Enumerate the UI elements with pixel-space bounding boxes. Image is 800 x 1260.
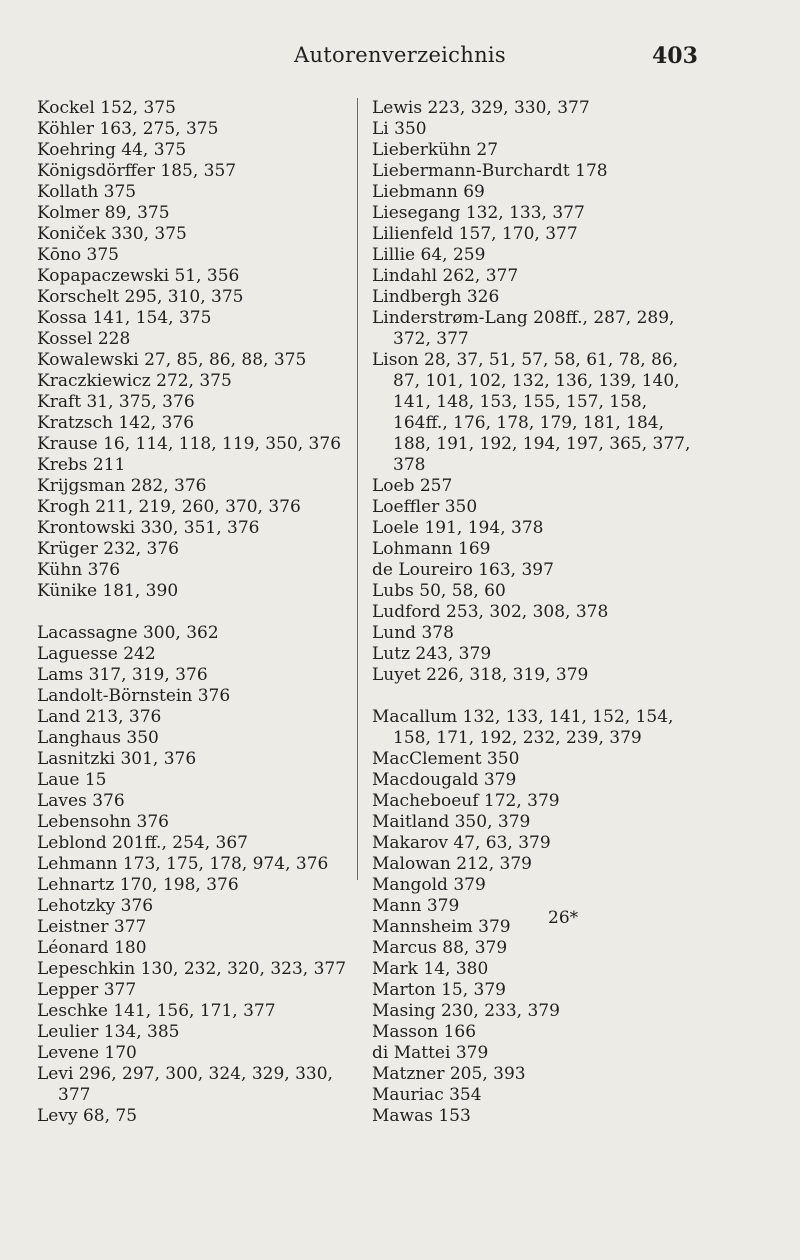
index-entry: [372, 812, 772, 833]
index-entry-text: Kolmer 89, 375: [37, 203, 170, 223]
index-entry: [372, 1022, 772, 1043]
index-entry: [37, 413, 355, 434]
index-entry: [372, 1043, 772, 1064]
index-entry-text: Krijgsman 282, 376: [37, 476, 207, 496]
index-entry: [372, 959, 772, 980]
index-entry: [372, 602, 772, 623]
index-entry: [372, 161, 772, 182]
index-entry: [37, 959, 355, 980]
index-entry-text: Levene 170: [37, 1043, 137, 1063]
index-entry: [37, 518, 355, 539]
index-entry: [372, 476, 772, 497]
index-entry-text: Laue 15: [37, 770, 107, 790]
index-entry-text: Lehotzky 376: [37, 896, 154, 916]
index-entry-continuation: 87, 101, 102, 132, 136, 139, 140,: [393, 371, 680, 391]
index-entry: [37, 224, 355, 245]
index-entry: [372, 938, 772, 959]
index-entry: [37, 854, 355, 875]
index-entry: [37, 1001, 355, 1022]
index-entry-text: di Mattei 379: [372, 1043, 489, 1063]
index-entry-text: Köhler 163, 275, 375: [37, 119, 219, 139]
index-entry: [372, 266, 772, 287]
index-entry-text: Leulier 134, 385: [37, 1022, 180, 1042]
index-column-left: [37, 98, 355, 1127]
index-entry-continuation: 164ff., 176, 178, 179, 181, 184,: [393, 413, 665, 433]
index-entry: [372, 497, 772, 518]
index-entry: [37, 770, 355, 791]
index-entry: [372, 245, 772, 266]
index-entry-text: Mannsheim 379: [372, 917, 511, 937]
index-entry: [37, 728, 355, 749]
index-entry-text: Lund 378: [372, 623, 454, 643]
index-entry: [37, 245, 355, 266]
index-entry-text: Ludford 253, 302, 308, 378: [372, 602, 609, 622]
index-entry-text: Lehmann 173, 175, 178, 974, 376: [37, 854, 329, 874]
index-entry-text: Lacassagne 300, 362: [37, 623, 219, 643]
index-entry-text: Lohmann 169: [372, 539, 491, 559]
index-entry: [37, 140, 355, 161]
index-entry-text: Lehnartz 170, 198, 376: [37, 875, 239, 895]
index-entry: [372, 560, 772, 581]
index-entry-text: Lepeschkin 130, 232, 320, 323, 377: [37, 959, 347, 979]
index-entry-text: Krontowski 330, 351, 376: [37, 518, 260, 538]
index-entry-continuation: 378: [393, 455, 426, 475]
index-entry-text: Kossel 228: [37, 329, 131, 349]
index-entry-text: Levi 296, 297, 300, 324, 329, 330,: [37, 1064, 333, 1084]
index-entry-text: Lewis 223, 329, 330, 377: [372, 98, 590, 118]
index-entry-text: Loeb 257: [372, 476, 453, 496]
index-entry: [372, 350, 772, 476]
index-entry-text: Lilienfeld 157, 170, 377: [372, 224, 578, 244]
index-entry: [37, 392, 355, 413]
index-entry: [37, 1022, 355, 1043]
index-entry: [37, 350, 355, 371]
index-entry-text: Landolt-Börnstein 376: [37, 686, 231, 706]
index-entry-text: Krebs 211: [37, 455, 126, 475]
index-entry: [372, 119, 772, 140]
index-entry: [37, 119, 355, 140]
index-entry: [372, 287, 772, 308]
index-entry-text: Mangold 379: [372, 875, 486, 895]
index-entry: [37, 896, 355, 917]
index-entry-text: Loele 191, 194, 378: [372, 518, 544, 538]
index-entry-text: Kraft 31, 375, 376: [37, 392, 195, 412]
index-entry-text: Macdougald 379: [372, 770, 517, 790]
index-entry-text: Liebmann 69: [372, 182, 485, 202]
index-entry: [37, 623, 355, 644]
index-entry-text: Léonard 180: [37, 938, 147, 958]
index-entry-text: Lison 28, 37, 51, 57, 58, 61, 78, 86,: [372, 350, 679, 370]
index-entry-text: Krüger 232, 376: [37, 539, 179, 559]
index-entry-text: Maitland 350, 379: [372, 812, 531, 832]
index-entry-text: Leblond 201ff., 254, 367: [37, 833, 248, 853]
index-entry-text: Kollath 375: [37, 182, 137, 202]
index-entry-text: Mann 379: [372, 896, 460, 916]
index-entry: [37, 665, 355, 686]
index-entry: [37, 476, 355, 497]
index-entry: [37, 497, 355, 518]
index-entry-text: Korschelt 295, 310, 375: [37, 287, 244, 307]
index-entry-text: Malowan 212, 379: [372, 854, 532, 874]
index-entry: [37, 308, 355, 329]
index-entry: [37, 287, 355, 308]
index-entry-text: Koniček 330, 375: [37, 224, 187, 244]
index-entry-text: Langhaus 350: [37, 728, 159, 748]
index-entry-text: Lams 317, 319, 376: [37, 665, 208, 685]
index-entry: [372, 308, 772, 350]
index-entry: [372, 1106, 772, 1127]
index-entry-text: Lutz 243, 379: [372, 644, 492, 664]
index-entry-text: Lubs 50, 58, 60: [372, 581, 506, 601]
index-entry: [37, 707, 355, 728]
index-entry-text: Kossa 141, 154, 375: [37, 308, 212, 328]
index-entry: [372, 875, 772, 896]
section-gap: [37, 602, 355, 623]
index-entry-text: Kraczkiewicz 272, 375: [37, 371, 232, 391]
index-entry: [372, 644, 772, 665]
index-entry-continuation: 372, 377: [393, 329, 469, 349]
index-entry: [372, 770, 772, 791]
index-entry-text: Matzner 205, 393: [372, 1064, 526, 1084]
index-entry: [372, 623, 772, 644]
section-gap: [372, 686, 772, 707]
index-entry-text: Macallum 132, 133, 141, 152, 154,: [372, 707, 674, 727]
index-entry-text: Lieberkühn 27: [372, 140, 499, 160]
index-entry: [372, 224, 772, 245]
index-entry-text: Leschke 141, 156, 171, 377: [37, 1001, 276, 1021]
index-entry: [372, 1085, 772, 1106]
index-entry: [37, 581, 355, 602]
index-entry-text: Marton 15, 379: [372, 980, 506, 1000]
page-number: 403: [652, 43, 698, 69]
index-entry-text: Lillie 64, 259: [372, 245, 486, 265]
index-entry-text: Masing 230, 233, 379: [372, 1001, 560, 1021]
index-entry: [372, 833, 772, 854]
index-entry: [37, 182, 355, 203]
index-entry-text: Luyet 226, 318, 319, 379: [372, 665, 589, 685]
index-entry: [372, 1001, 772, 1022]
index-entry-text: Lindbergh 326: [372, 287, 500, 307]
index-entry: [37, 749, 355, 770]
index-entry: [37, 539, 355, 560]
index-entry-text: Liesegang 132, 133, 377: [372, 203, 585, 223]
index-entry: [37, 560, 355, 581]
index-entry: [372, 203, 772, 224]
index-entry: [37, 434, 355, 455]
index-entry-text: de Loureiro 163, 397: [372, 560, 554, 580]
index-entry-continuation: 158, 171, 192, 232, 239, 379: [393, 728, 642, 748]
index-entry-text: Lasnitzki 301, 376: [37, 749, 197, 769]
index-entry: [372, 980, 772, 1001]
index-entry-text: Macheboeuf 172, 379: [372, 791, 560, 811]
index-entry: [372, 749, 772, 770]
index-entry: [37, 329, 355, 350]
index-entry-continuation: 141, 148, 153, 155, 157, 158,: [393, 392, 648, 412]
index-entry-text: Kowalewski 27, 85, 86, 88, 375: [37, 350, 307, 370]
index-entry: [37, 1064, 355, 1106]
index-entry: [37, 980, 355, 1001]
index-entry: [37, 938, 355, 959]
index-entry-text: Kratzsch 142, 376: [37, 413, 195, 433]
index-entry-text: Mauriac 354: [372, 1085, 482, 1105]
index-entry: [37, 917, 355, 938]
index-entry-text: Mark 14, 380: [372, 959, 489, 979]
index-entry: [37, 266, 355, 287]
index-entry-text: Krogh 211, 219, 260, 370, 376: [37, 497, 301, 517]
index-entry-text: Lepper 377: [37, 980, 137, 1000]
index-column-right: [372, 98, 772, 1127]
index-entry-text: Kockel 152, 375: [37, 98, 176, 118]
index-entry-text: Lindahl 262, 377: [372, 266, 519, 286]
index-entry: [372, 98, 772, 119]
index-entry: [37, 1043, 355, 1064]
index-entry: [372, 665, 772, 686]
index-entry-text: Kōno 375: [37, 245, 119, 265]
index-entry-text: MacClement 350: [372, 749, 520, 769]
index-entry: [37, 644, 355, 665]
index-entry-text: Mawas 153: [372, 1106, 471, 1126]
index-entry-text: Makarov 47, 63, 379: [372, 833, 551, 853]
index-entry-text: Liebermann-Burchardt 178: [372, 161, 608, 181]
index-entry-text: Masson 166: [372, 1022, 477, 1042]
index-entry: [372, 182, 772, 203]
index-entry: [372, 854, 772, 875]
index-entry-continuation: 188, 191, 192, 194, 197, 365, 377,: [393, 434, 691, 454]
signature-mark: 26*: [548, 908, 579, 928]
index-entry: [37, 812, 355, 833]
index-entry: [37, 98, 355, 119]
index-entry-text: Marcus 88, 379: [372, 938, 508, 958]
index-entry-text: Kühn 376: [37, 560, 121, 580]
index-entry-continuation: 377: [58, 1085, 91, 1105]
running-header-title: Autorenverzeichnis: [293, 43, 506, 67]
index-entry: [37, 1106, 355, 1127]
index-entry: [372, 140, 772, 161]
index-entry: [37, 203, 355, 224]
index-entry-text: Li 350: [372, 119, 427, 139]
index-entry-text: Lebensohn 376: [37, 812, 169, 832]
index-entry-text: Levy 68, 75: [37, 1106, 138, 1126]
index-entry-text: Krause 16, 114, 118, 119, 350, 376: [37, 434, 342, 454]
index-entry-text: Königsdörffer 185, 357: [37, 161, 237, 181]
index-entry: [37, 833, 355, 854]
index-entry: [37, 371, 355, 392]
index-entry-text: Loeffler 350: [372, 497, 478, 517]
index-entry-text: Laves 376: [37, 791, 125, 811]
index-entry-text: Linderstrøm-Lang 208ff., 287, 289,: [372, 308, 675, 328]
index-entry: [37, 875, 355, 896]
index-entry: [372, 1064, 772, 1085]
index-entry: [372, 581, 772, 602]
index-entry: [372, 539, 772, 560]
index-entry-text: Laguesse 242: [37, 644, 156, 664]
index-entry: [37, 455, 355, 476]
index-entry-text: Leistner 377: [37, 917, 147, 937]
index-entry-text: Land 213, 376: [37, 707, 162, 727]
index-entry: [372, 791, 772, 812]
index-entry: [372, 707, 772, 749]
index-entry: [37, 161, 355, 182]
index-entry: [37, 791, 355, 812]
index-entry-text: Kopapaczewski 51, 356: [37, 266, 240, 286]
column-divider: [357, 98, 358, 880]
index-entry-text: Künike 181, 390: [37, 581, 179, 601]
index-entry: [37, 686, 355, 707]
index-entry: [372, 518, 772, 539]
index-entry-text: Koehring 44, 375: [37, 140, 187, 160]
